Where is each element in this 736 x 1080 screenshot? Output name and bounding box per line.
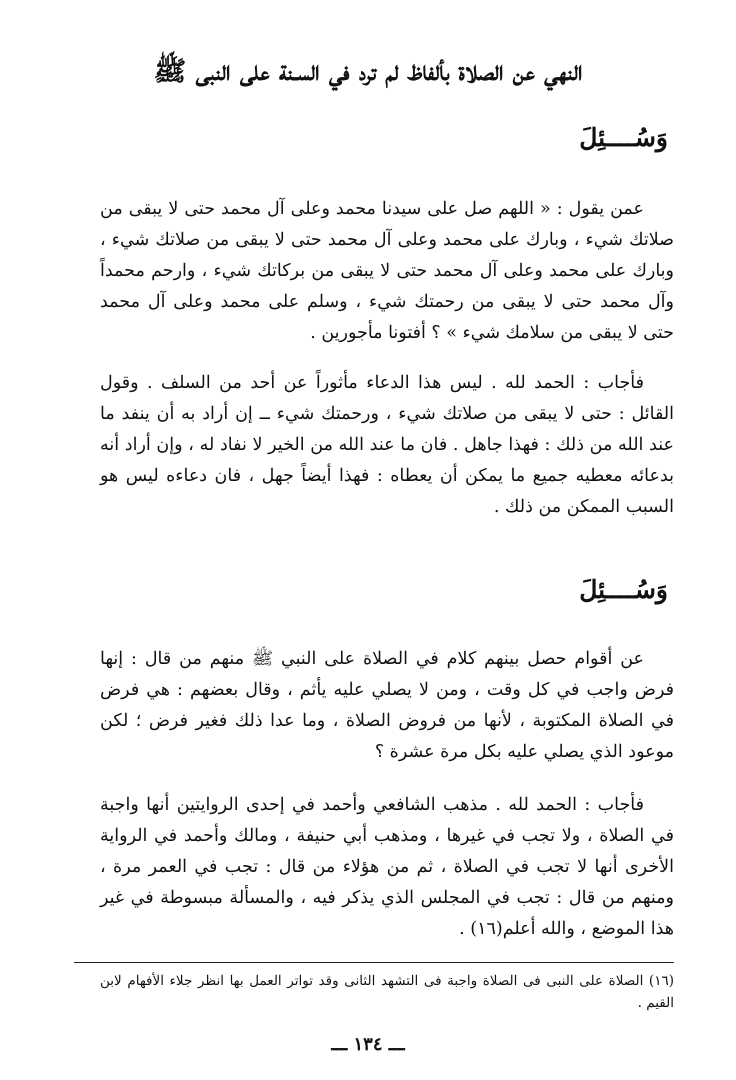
section-heading-2: وَسُــــئِلَ: [579, 575, 668, 604]
answer-paragraph-1: [100, 368, 674, 523]
question-paragraph-2: [100, 644, 674, 768]
page-number: ـــ ١٣٤ ـــ: [331, 1034, 405, 1055]
question-paragraph-1: [100, 194, 674, 349]
question-text-2: عن أقوام حصل بينهم كلام في الصلاة على النبي ﷺ منهم من قال : إنها فرض واجب في كل وقت ، ومن لا يصلي عليه يأثم ، وقال بعضهم : هي فرض في الصلاة المكتوبة ، لأنها من فروض الصلاة ، وما عدا ذلك فغير فرض ؛ لكن موعود الذي يصلي عليه بكل مرة عشرة ؟: [100, 649, 674, 762]
footnote-divider: [74, 962, 674, 963]
section-heading-1: وَسُــــئِلَ: [579, 123, 668, 152]
question-text-1: عمن يقول : « اللهم صل على سيدنا محمد وعلى آل محمد حتى لا يبقى من صلاتك شيء ، وبارك على محمد وعلى آل محمد حتى لا يبقى من صلاتك شيء ، وبارك على محمد وعلى آل محمد حتى لا يبقى من بركاتك شيء ، وارحم محمداً وآل محمد حتى لا يبقى من رحمتك شيء ، وسلم على محمد وعلى آل محمد حتى لا يبقى من سلامك شيء » ؟ أفتونا مأجورين .: [100, 199, 674, 343]
answer-text-1: فأجاب : الحمد لله . ليس هذا الدعاء مأثوراً عن أحد من السلف . وقول القائل : حتى لا يبقى من صلاتك شيء ، ورحمتك شيء ــ إن أراد به أن ينفد ما عند الله من ذلك : فهذا جاهل . فان ما عند الله من الخير لا نفاد له ، وإن أراد أنه بدعائه معطيه جميع ما يمكن أن يعطاه : فهذا أيضاً جهل ، فان دعاءه ليس هو السبب الممكن من ذلك .: [100, 373, 674, 517]
footnote: (١٦) الصلاة على النبى فى الصلاة واجبة فى التشهد الثانى وقد تواتر العمل بها انظر جلاء الأفهام لابن القيم .: [100, 973, 674, 1011]
answer-text-2: فأجاب : الحمد لله . مذهب الشافعي وأحمد في إحدى الروايتين أنها واجبة في الصلاة ، ولا تجب في غيرها ، ومذهب أبي حنيفة ، ومالك وأحمد في الرواية الأخرى أنها لا تجب في الصلاة ، ثم من هؤلاء من قال : تجب في العمر مرة ، ومنهم من قال : تجب في المجلس الذي يذكر فيه ، والمسألة مبسوطة في غير هذا الموضع ، والله أعلم(١٦) .: [100, 795, 674, 939]
answer-paragraph-2: [100, 790, 674, 945]
page-title: النهي عن الصلاة بألفاظ لم ترد في السـنة على النبى ﷺ: [153, 56, 583, 87]
